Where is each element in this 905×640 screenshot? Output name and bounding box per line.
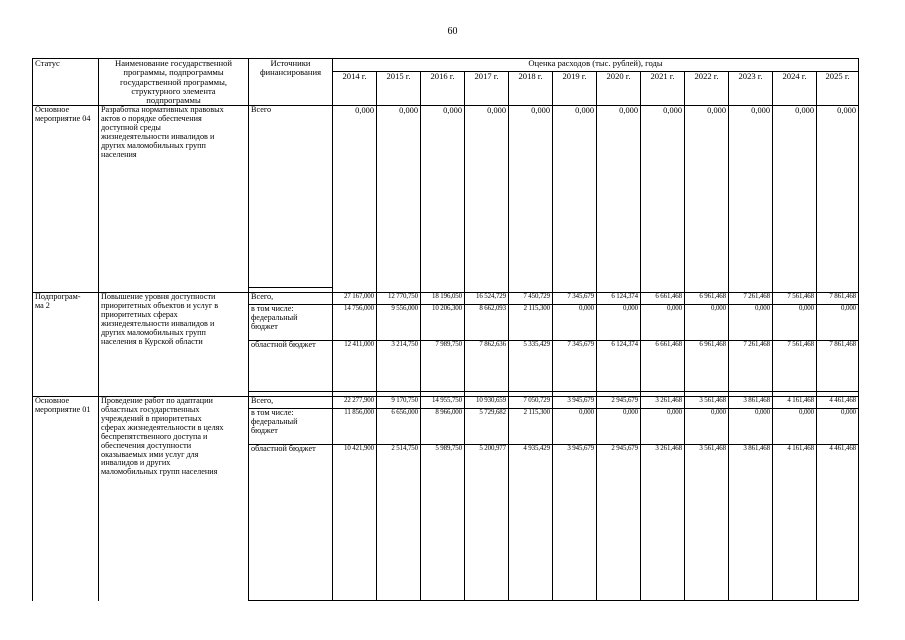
value-cell: 5 989,750 xyxy=(421,445,465,601)
year-header: 2022 г. xyxy=(685,72,729,106)
status-cell: Основное мероприятие 01 xyxy=(33,397,99,601)
value-cell: 7 345,679 xyxy=(553,293,597,305)
value-cell: 3 261,468 xyxy=(641,445,685,601)
value-cell: 4 935,429 xyxy=(509,445,553,601)
value-cell: 10 206,300 xyxy=(421,305,465,341)
value-cell: 7 989,750 xyxy=(421,341,465,392)
table-row xyxy=(33,293,859,305)
value-cell: 12 411,000 xyxy=(333,341,377,392)
source-cell: Всего, xyxy=(249,397,333,409)
value-cell: 5 200,977 xyxy=(465,445,509,601)
year-header: 2023 г. xyxy=(729,72,773,106)
value-cell: 0,000 xyxy=(641,106,685,288)
status-header: Статус xyxy=(33,59,99,106)
value-cell: 6 661,468 xyxy=(641,293,685,305)
value-cell: 16 524,729 xyxy=(465,293,509,305)
year-header: 2015 г. xyxy=(377,72,421,106)
value-cell: 3 561,468 xyxy=(685,397,729,409)
source-cell: областной бюджет xyxy=(249,341,333,392)
table-row xyxy=(33,397,859,409)
value-cell: 0,000 xyxy=(685,305,729,341)
value-cell: 3 214,750 xyxy=(377,341,421,392)
value-cell: 0,000 xyxy=(729,305,773,341)
status-cell: Подпрограм- ма 2 xyxy=(33,293,99,392)
value-cell: 27 167,000 xyxy=(333,293,377,305)
value-cell: 2 115,300 xyxy=(509,409,553,445)
value-cell: 12 770,750 xyxy=(377,293,421,305)
value-cell: 6 961,468 xyxy=(685,293,729,305)
value-cell: 4 461,468 xyxy=(817,445,859,601)
value-cell: 2 945,679 xyxy=(597,397,641,409)
value-cell: 4 461,468 xyxy=(817,397,859,409)
year-header: 2019 г. xyxy=(553,72,597,106)
value-cell: 2 115,300 xyxy=(509,305,553,341)
year-header: 2016 г. xyxy=(421,72,465,106)
value-cell: 3 945,679 xyxy=(553,397,597,409)
value-cell: 9 170,750 xyxy=(377,397,421,409)
budget-table xyxy=(32,58,859,601)
value-cell: 0,000 xyxy=(685,106,729,288)
value-cell: 0,000 xyxy=(553,305,597,341)
value-cell: 0,000 xyxy=(817,305,859,341)
value-cell: 7 261,468 xyxy=(729,341,773,392)
value-cell: 22 277,900 xyxy=(333,397,377,409)
year-header: 2025 г. xyxy=(817,72,859,106)
year-header: 2018 г. xyxy=(509,72,553,106)
value-cell: 6 961,468 xyxy=(685,341,729,392)
value-cell: 0,000 xyxy=(773,106,817,288)
source-cell: Всего, xyxy=(249,293,333,305)
year-header: 2017 г. xyxy=(465,72,509,106)
value-cell: 3 261,468 xyxy=(641,397,685,409)
value-cell: 4 161,468 xyxy=(773,445,817,601)
year-header: 2021 г. xyxy=(641,72,685,106)
page-number: 60 xyxy=(447,26,458,37)
value-cell: 7 561,468 xyxy=(773,341,817,392)
value-cell: 0,000 xyxy=(597,106,641,288)
value-cell: 7 050,729 xyxy=(509,397,553,409)
name-cell: Проведение работ по адаптации областных государственных учреждений в приоритетных сферах жизнедеятельности в целях беспрепятственного доступа и обеспечения доступности оказываемых ими услуг для инвалидов и других маломобильных групп населения xyxy=(99,397,249,601)
value-cell: 7 345,679 xyxy=(553,341,597,392)
name-cell: Разработка нормативных правовых актов о порядке обеспечения доступной среды жизнедеятельности инвалидов и других маломобильных групп населения xyxy=(99,106,249,288)
value-cell: 0,000 xyxy=(641,409,685,445)
value-cell: 7 861,468 xyxy=(817,341,859,392)
value-cell: 0,000 xyxy=(597,305,641,341)
value-cell: 0,000 xyxy=(817,106,859,288)
source-cell: областной бюджет xyxy=(249,445,333,601)
year-header: 2024 г. xyxy=(773,72,817,106)
value-cell: 0,000 xyxy=(641,305,685,341)
value-cell: 6 656,000 xyxy=(377,409,421,445)
value-cell: 14 955,750 xyxy=(421,397,465,409)
value-cell: 5 729,682 xyxy=(465,409,509,445)
name-cell: Повышение уровня доступности приоритетных объектов и услуг в приоритетных сферах жизнедеятельности инвалидов и других маломобильных групп населения в Курской области xyxy=(99,293,249,392)
value-cell: 0,000 xyxy=(773,409,817,445)
value-cell: 0,000 xyxy=(729,409,773,445)
value-cell: 18 196,050 xyxy=(421,293,465,305)
value-cell: 0,000 xyxy=(377,106,421,288)
value-cell: 7 862,636 xyxy=(465,341,509,392)
value-cell: 0,000 xyxy=(553,106,597,288)
table-row xyxy=(33,106,859,288)
value-cell: 7 561,468 xyxy=(773,293,817,305)
value-cell: 0,000 xyxy=(421,106,465,288)
value-cell: 0,000 xyxy=(509,106,553,288)
value-cell: 8 966,000 xyxy=(421,409,465,445)
value-cell: 0,000 xyxy=(729,106,773,288)
value-cell: 10 421,900 xyxy=(333,445,377,601)
value-cell: 0,000 xyxy=(553,409,597,445)
value-cell: 7 861,468 xyxy=(817,293,859,305)
table-body xyxy=(33,106,859,601)
value-cell: 2 945,679 xyxy=(597,445,641,601)
value-cell: 2 514,750 xyxy=(377,445,421,601)
source-cell: в том числе: федеральный бюджет xyxy=(249,305,333,341)
value-cell: 0,000 xyxy=(465,106,509,288)
value-cell: 4 161,468 xyxy=(773,397,817,409)
value-cell: 0,000 xyxy=(597,409,641,445)
value-cell: 6 661,468 xyxy=(641,341,685,392)
source-cell: Всего xyxy=(249,106,333,288)
year-header: 2020 г. xyxy=(597,72,641,106)
value-cell: 3 861,468 xyxy=(729,397,773,409)
value-cell: 5 335,429 xyxy=(509,341,553,392)
value-cell: 3 945,679 xyxy=(553,445,597,601)
value-cell: 0,000 xyxy=(333,106,377,288)
estimate-header: Оценка расходов (тыс. рублей), годы xyxy=(333,59,859,72)
value-cell: 14 756,000 xyxy=(333,305,377,341)
source-cell: в том числе: федеральный бюджет xyxy=(249,409,333,445)
value-cell: 8 662,093 xyxy=(465,305,509,341)
value-cell: 7 450,729 xyxy=(509,293,553,305)
year-header: 2014 г. xyxy=(333,72,377,106)
value-cell: 9 556,000 xyxy=(377,305,421,341)
name-header: Наименование государственной программы, подпрограммы государственной программы, структурного элемента подпрограммы xyxy=(99,59,249,106)
status-cell: Основное мероприятие 04 xyxy=(33,106,99,288)
source-header: Источники финансирования xyxy=(249,59,333,106)
value-cell: 11 856,000 xyxy=(333,409,377,445)
value-cell: 0,000 xyxy=(817,409,859,445)
value-cell: 7 261,468 xyxy=(729,293,773,305)
value-cell: 6 124,374 xyxy=(597,341,641,392)
value-cell: 10 930,659 xyxy=(465,397,509,409)
value-cell: 0,000 xyxy=(685,409,729,445)
value-cell: 0,000 xyxy=(773,305,817,341)
value-cell: 3 561,468 xyxy=(685,445,729,601)
value-cell: 3 861,468 xyxy=(729,445,773,601)
value-cell: 6 124,374 xyxy=(597,293,641,305)
